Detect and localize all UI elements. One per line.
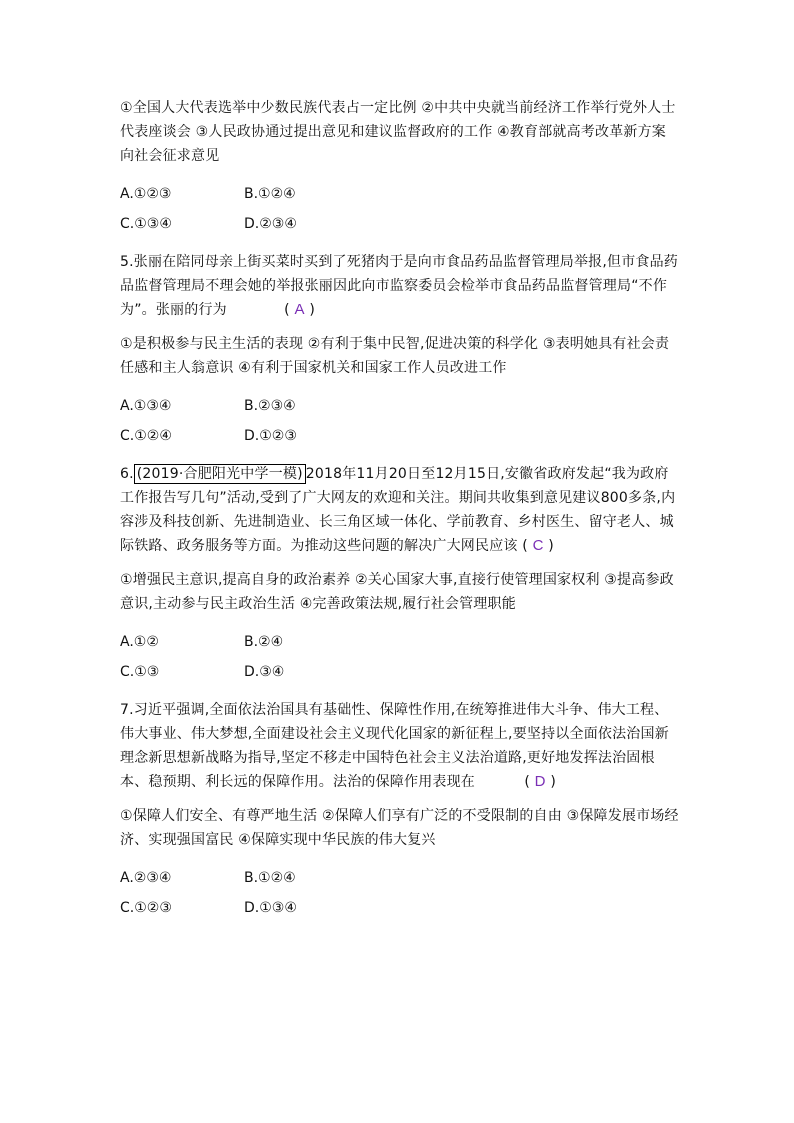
q5-options-row1 bbox=[120, 396, 680, 416]
q7-paren-close: ) bbox=[550, 774, 557, 790]
q6-stem bbox=[120, 462, 680, 558]
q6-number: 6. bbox=[120, 466, 134, 482]
q5-paren-open: ( bbox=[284, 302, 290, 318]
q7-option-a: A.②③④ bbox=[120, 870, 172, 886]
q6-options-row1 bbox=[120, 632, 680, 652]
q5-option-c: C.①②④ bbox=[120, 428, 172, 444]
q6-option-c: C.①③ bbox=[120, 664, 160, 680]
q7-option-d: D.①③④ bbox=[244, 900, 297, 916]
q4-option-d: D.②③④ bbox=[244, 216, 297, 232]
q7-stem bbox=[120, 698, 680, 794]
q7-options-row1 bbox=[120, 868, 680, 888]
q6-option-d: D.③④ bbox=[244, 664, 285, 680]
q6-option-b: B.②④ bbox=[244, 634, 284, 650]
q5-stem-text: 5.张丽在陪同母亲上街买菜时买到了死猪肉于是向市食品药品监督管理局举报,但市食品药品监督管理局不理会她的举报张丽因此向市监察委员会检举市食品药品监督管理局“不作为”。张丽的行为 bbox=[120, 254, 679, 318]
q4-option-a: A.①②③ bbox=[120, 186, 172, 202]
q7-paren-open: ( bbox=[524, 774, 530, 790]
q6-source-box: (2019·合肥阳光中学一模) bbox=[134, 464, 306, 484]
q5-statements: ①是积极参与民主生活的表现 ②有利于集中民智,促进决策的科学化 ③表明她具有社会责任感和主人翁意识 ④有利于国家机关和国家工作人员改进工作 bbox=[120, 336, 670, 376]
q7-option-b: B.①②④ bbox=[244, 870, 296, 886]
q4-option-b: B.①②④ bbox=[244, 186, 296, 202]
q7-options-row2 bbox=[120, 898, 680, 918]
q6-paren-open: ( bbox=[522, 538, 528, 554]
q5-options-row2 bbox=[120, 426, 680, 446]
q5-answer: A bbox=[294, 301, 305, 318]
q6-option-a: A.①② bbox=[120, 634, 159, 650]
q5-stem bbox=[120, 250, 680, 322]
q5-option-b: B.②③④ bbox=[244, 398, 296, 414]
q6-stem-text: 2018年11月20日至12月15日,安徽省政府发起“我为政府工作报告写几句”活动,受到了广大网友的欢迎和关注。期间共收集到意见建议800多条,内容涉及科技创新、先进制造业、长三角区域一体化、学前教育、乡村医生、留守老人、城际铁路、政务服务等方面。为推动这些问题的解决广大网民应该 bbox=[120, 466, 676, 554]
q6-statements: ①增强民主意识,提高自身的政治素养 ②关心国家大事,直接行使管理国家权利 ③提高参政意识,主动参与民主政治生活 ④完善政策法规,履行社会管理职能 bbox=[120, 572, 674, 612]
q6-answer: C bbox=[532, 537, 544, 554]
q7-option-c: C.①②③ bbox=[120, 900, 172, 916]
q6-paren-close: ) bbox=[548, 538, 554, 554]
q4-statements: ①全国人大代表选举中少数民族代表占一定比例 ②中共中央就当前经济工作举行党外人士代表座谈会 ③人民政协通过提出意见和建议监督政府的工作 ④教育部就高考改革新方案向社会征求意见 bbox=[120, 100, 676, 164]
document-page bbox=[120, 96, 680, 918]
q4-options-row2 bbox=[120, 214, 680, 234]
q7-statements: ①保障人们安全、有尊严地生活 ②保障人们享有广泛的不受限制的自由 ③保障发展市场经济、实现强国富民 ④保障实现中华民族的伟大复兴 bbox=[120, 808, 679, 848]
q5-option-d: D.①②③ bbox=[244, 428, 297, 444]
q4-options-row1 bbox=[120, 184, 680, 204]
q7-answer: D bbox=[534, 773, 546, 790]
q5-paren-close: ) bbox=[309, 302, 316, 318]
q4-option-c: C.①③④ bbox=[120, 216, 172, 232]
q5-option-a: A.①③④ bbox=[120, 398, 172, 414]
q6-options-row2 bbox=[120, 662, 680, 682]
q7-stem-text: 7.习近平强调,全面依法治国具有基础性、保障性作用,在统筹推进伟大斗争、伟大工程、伟大事业、伟大梦想,全面建设社会主义现代化国家的新征程上,要坚持以全面依法治国新理念新思想新战略为指导,坚定不移走中国特色社会主义法治道路,更好地发挥法治固根本、稳预期、利长远的保障作用。法治的保障作用表现在 bbox=[120, 702, 669, 790]
